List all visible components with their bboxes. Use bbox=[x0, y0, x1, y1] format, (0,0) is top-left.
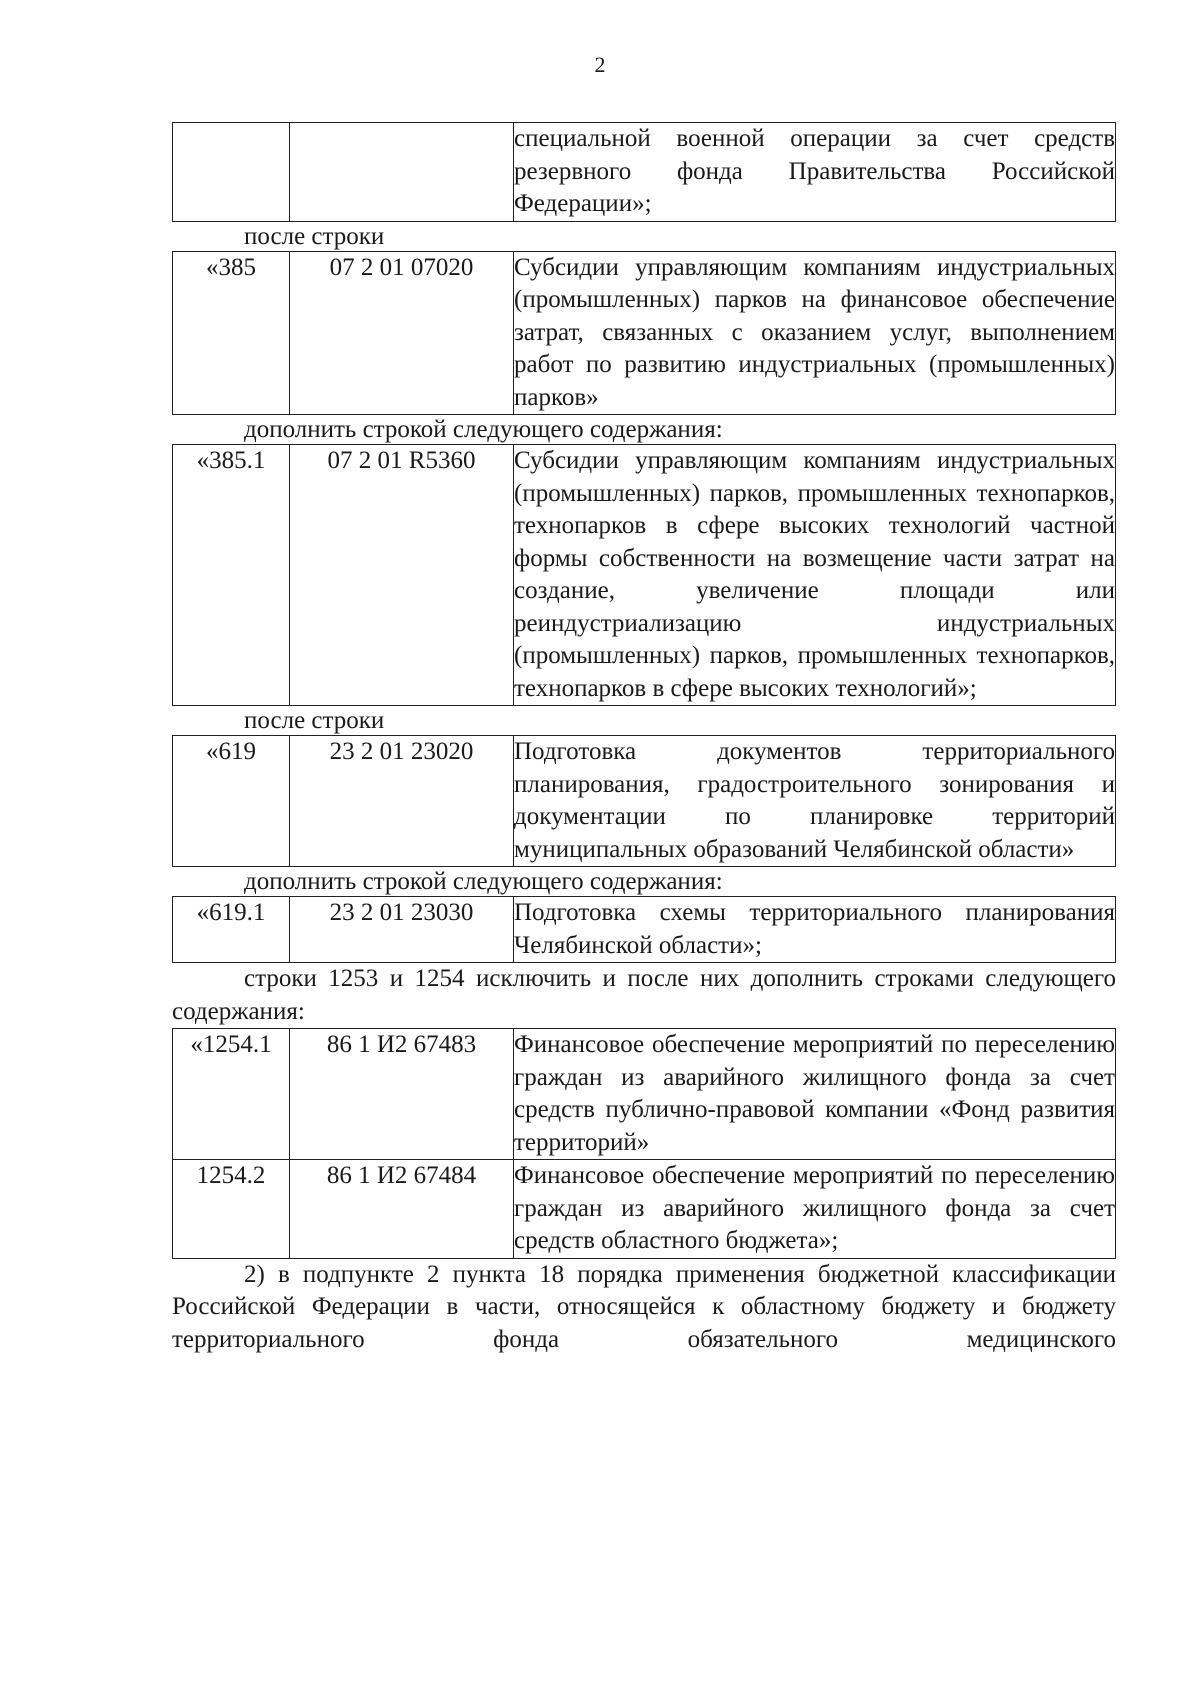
body-paragraph: 2) в подпункте 2 пункта 18 порядка применения бюджетной классификации Российской Федерации в части, относящейся к областному бюджету и бюджету территориального фонда обязательного медицинского bbox=[172, 1260, 1116, 1353]
table-row bbox=[173, 1029, 1116, 1160]
table-row bbox=[173, 736, 1116, 867]
table-row bbox=[173, 123, 1116, 222]
description-cell: специальной военной операции за счет средств резервного фонда Правительства Российской Федерации»; bbox=[514, 123, 1116, 222]
row-number-cell: «1254.1 bbox=[173, 1029, 290, 1160]
document-body bbox=[172, 122, 1116, 1356]
connector-text: дополнить строкой следующего содержания: bbox=[244, 416, 723, 443]
row-number-cell: «619.1 bbox=[173, 897, 290, 963]
connector-text: после строки bbox=[244, 222, 385, 250]
code-cell: 07 2 01 R5360 bbox=[290, 445, 514, 706]
body-paragraph: строки 1253 и 1254 исключить и после них дополнить строками следующего содержания: bbox=[172, 965, 1116, 1025]
connector-text: после строки bbox=[244, 707, 385, 734]
code-cell: 23 2 01 23020 bbox=[290, 736, 514, 867]
description-cell: Финансовое обеспечение мероприятий по переселению граждан из аварийного жилищного фонда за счет средств публично-правовой компании «Фонд развития территорий» bbox=[514, 1029, 1116, 1160]
code-cell bbox=[290, 123, 514, 222]
codes-table-rows-1254 bbox=[172, 1028, 1116, 1259]
description-cell: Финансовое обеспечение мероприятий по переселению граждан из аварийного жилищного фонда за счет средств областного бюджета»; bbox=[514, 1160, 1116, 1259]
description-cell: Субсидии управляющим компаниям индустриальных (промышленных) парков на финансовое обеспечение затрат, связанных с оказанием услуг, выполнением работ по развитию индустриальных (промышленных) парков» bbox=[514, 251, 1116, 415]
table-row bbox=[173, 897, 1116, 963]
description-cell: Субсидии управляющим компаниям индустриальных (промышленных) парков, промышленных технопарков, технопарков в сфере высоких технологий частной формы собственности на возмещение части затрат на создание, увеличение площади или реиндустриализацию индустриальных (промышленных) парков, промышленных технопарков, технопарков в сфере высоких технологий»; bbox=[514, 445, 1116, 706]
codes-table-row-385-1 bbox=[172, 444, 1116, 706]
codes-table-row-619 bbox=[172, 735, 1116, 867]
code-cell: 07 2 01 07020 bbox=[290, 251, 514, 415]
row-number-cell: «619 bbox=[173, 736, 290, 867]
page-number: 2 bbox=[594, 52, 606, 77]
description-cell: Подготовка схемы территориального планирования Челябинской области»; bbox=[514, 897, 1116, 963]
row-number-cell: 1254.2 bbox=[173, 1160, 290, 1259]
code-cell: 86 1 И2 67484 bbox=[290, 1160, 514, 1259]
codes-table-row-619-1 bbox=[172, 896, 1116, 963]
code-cell: 86 1 И2 67483 bbox=[290, 1029, 514, 1160]
row-number-cell: «385.1 bbox=[173, 445, 290, 706]
code-cell: 23 2 01 23030 bbox=[290, 897, 514, 963]
codes-table-row-385 bbox=[172, 251, 1116, 416]
row-number-cell: «385 bbox=[173, 251, 290, 415]
row-number-cell bbox=[173, 123, 290, 222]
table-row bbox=[173, 1160, 1116, 1259]
description-cell: Подготовка документов территориального планирования, градостроительного зонирования и документации по планировке территорий муниципальных образований Челябинской области» bbox=[514, 736, 1116, 867]
connector-text: дополнить строкой следующего содержания: bbox=[244, 868, 723, 895]
table-row bbox=[173, 251, 1116, 415]
codes-table-continuation bbox=[172, 122, 1116, 222]
table-row bbox=[173, 445, 1116, 706]
